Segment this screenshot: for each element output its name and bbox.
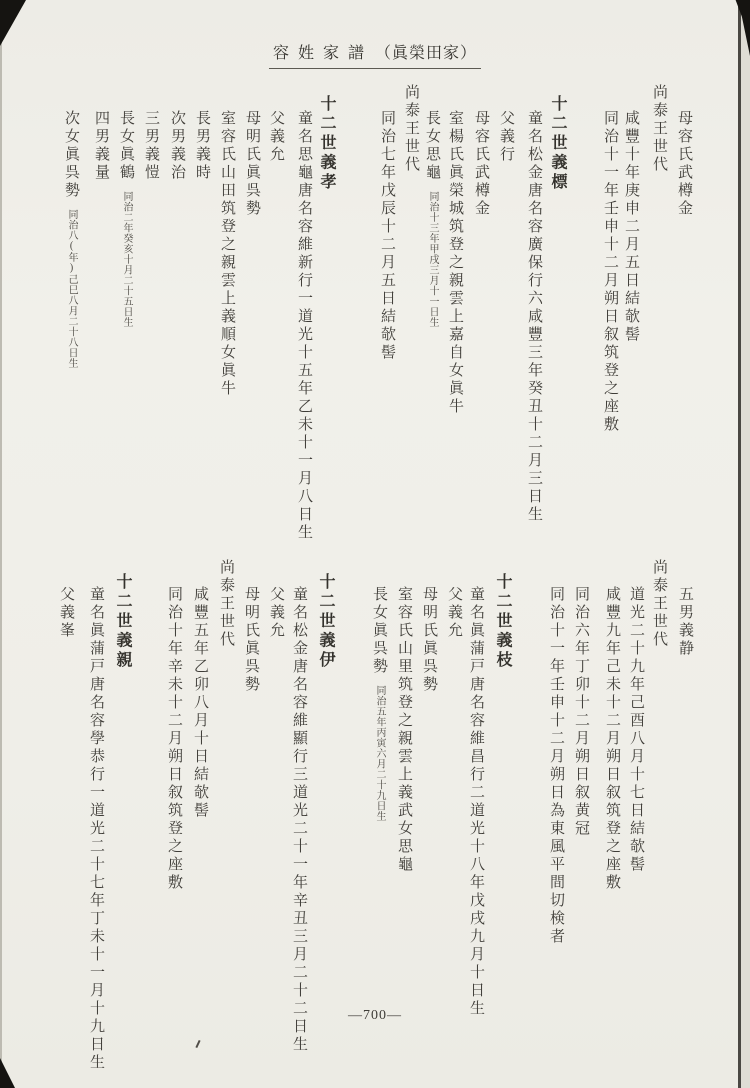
child-birthdate: 同治八(年)己巳八月二十八日生 (66, 209, 77, 369)
child-name: 長女眞呉勢 (371, 586, 387, 676)
child-line (62, 110, 80, 369)
event-line: 同治六年丁卯十二月朔日叙黄冠 (573, 586, 589, 838)
child-line: 四男義量 (93, 110, 109, 182)
child-birthdate: 同治五年丙寅六月二十九日生 (374, 685, 385, 822)
event-line: 咸豐十年庚申二月五日結欹髻 (623, 110, 639, 344)
section-header: 十二世義枝 (494, 573, 511, 671)
section-header: 十二世義伊 (317, 573, 334, 671)
child-line (117, 110, 135, 328)
page-number: ―700― (348, 1008, 402, 1023)
event-line: 道光二十九年己酉八月十七日結欹髻 (628, 586, 644, 874)
era-line: 尚泰王世代 (403, 84, 419, 174)
era-line: 尚泰王世代 (651, 559, 667, 649)
wife-line: 室容氏山里筑登之親雲上義武女思龜 (396, 586, 412, 874)
era-line: 尚泰王世代 (218, 559, 234, 649)
child-line: 次男義治 (169, 110, 185, 182)
wife-line: 室楊氏眞榮城筑登之親雲上嘉自女眞牛 (447, 110, 463, 416)
wife-line: 室容氏山田筑登之親雲上義順女眞牛 (219, 110, 235, 398)
father-line: 父義行 (498, 110, 514, 164)
child-birthdate: 同治二年癸亥十月二十五日生 (121, 191, 132, 328)
father-line: 父義允 (268, 110, 284, 164)
child-line (370, 586, 388, 822)
page-title (269, 40, 481, 69)
child-line: 長男義時 (194, 110, 210, 182)
child-name: 長女思龜 (424, 110, 440, 182)
section-header: 十二世義親 (114, 573, 131, 671)
event-line: 同治十一年壬申十二月朔日為東風平間切検者 (548, 586, 564, 946)
name-birth-line: 童名眞蒲戸唐名容維昌行二道光十八年戊戌九月十日生 (468, 586, 484, 1018)
father-line: 父義允 (268, 586, 284, 640)
era-line: 尚泰王世代 (651, 84, 667, 174)
child-line (423, 110, 441, 328)
mother-line: 母明氏眞呉勢 (243, 586, 259, 694)
scan-edge-right-margin (741, 0, 750, 1088)
child-line: 五男義静 (677, 586, 693, 658)
mother-line: 母明氏眞呉勢 (421, 586, 437, 694)
child-birthdate: 同治十三年甲戌三月十一日生 (427, 191, 438, 328)
event-line: 同治十一年壬申十二月朔日叙筑登之座敷 (602, 110, 618, 434)
mother-line: 母容氏武樽金 (473, 110, 489, 218)
mother-line: 母明氏眞呉勢 (244, 110, 260, 218)
name-birth-line: 童名思龜唐名容維新行一道光十五年乙未十一月八日生 (296, 110, 312, 542)
title-clan-name: 容姓家譜 (272, 45, 373, 62)
name-birth-line: 童名松金唐名容廣保行六咸豐三年癸丑十二月三日生 (526, 110, 542, 524)
event-line: 咸豐九年己未十二月朔日叙筑登之座敷 (604, 586, 620, 892)
mother-line: 母容氏武樽金 (676, 110, 692, 218)
name-birth-line: 童名眞蒲戸唐名容學恭行一道光二十七年丁未十一月十九日生 (88, 586, 104, 1072)
child-name: 長女眞鶴 (118, 110, 134, 182)
child-name: 次女眞呉勢 (63, 110, 79, 200)
child-line: 三男義愷 (143, 110, 159, 182)
scan-artifact-bottom-left-corner (0, 1058, 15, 1088)
scan-stray-mark (195, 1040, 200, 1048)
event-line: 同治十年辛未十二月朔日叙筑登之座敷 (166, 586, 182, 892)
scan-artifact-top-left-corner (0, 0, 26, 46)
section-header: 十二世義標 (549, 95, 566, 193)
scan-edge-right-line (738, 0, 741, 1088)
name-birth-line: 童名松金唐名容維顯行三道光二十一年辛丑三月二十二日生 (291, 586, 307, 1054)
section-header: 十二世義孝 (318, 95, 335, 193)
event-line: 咸豐五年乙卯八月十日結欹髻 (192, 586, 208, 820)
event-line: 同治七年戊辰十二月五日結欹髻 (379, 110, 395, 362)
title-family-name: （眞榮田家） (375, 45, 478, 62)
father-line: 父義允 (446, 586, 462, 640)
father-line: 父義峯 (58, 586, 74, 640)
scan-edge-left-line (0, 0, 2, 1088)
